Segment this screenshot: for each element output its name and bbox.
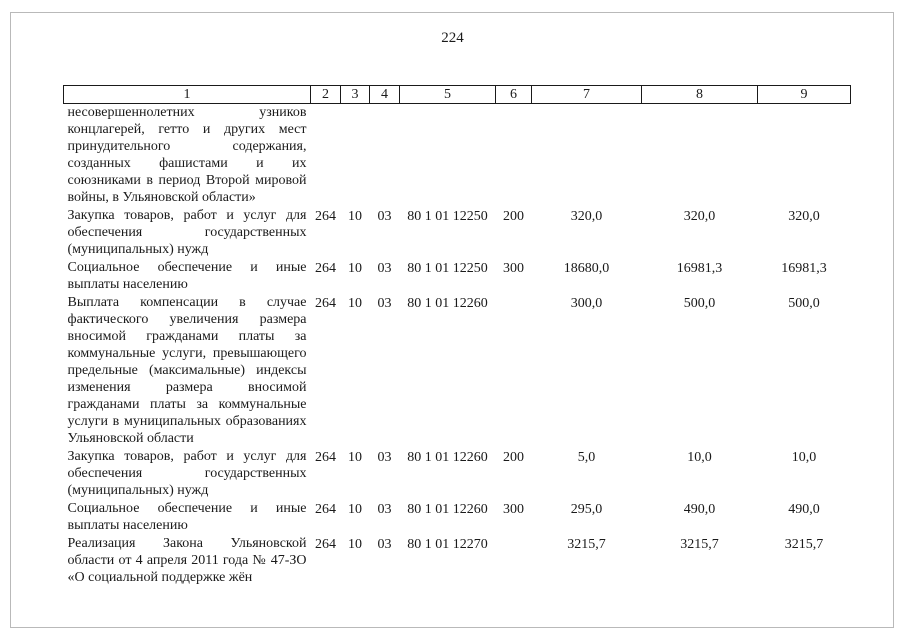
amount-col9: 320,0: [788, 209, 820, 224]
expense-type: [496, 104, 532, 208]
section-code: [341, 104, 370, 208]
amount-col7: 295,0: [570, 502, 603, 517]
section-code: 10: [348, 261, 362, 276]
section-code: 10: [348, 450, 362, 465]
target-code: [400, 104, 496, 208]
expense-type: [496, 294, 532, 448]
row-name: Выплата компенсации в случае фактического увеличения размера вносимой гражданами платы за коммунальные услуги, превышающего предельные (максимальные) индексы изменения размера вносимой гражданами платы за коммунальные услуги в муниципальных образованиях Ульяновской области: [67, 295, 307, 446]
ministry-code: 264: [315, 450, 336, 465]
expense-type: 200: [503, 450, 524, 465]
amount-col9: [758, 104, 851, 208]
target-code: 80 1 01 12270: [407, 537, 488, 552]
row-name: Реализация Закона Ульяновской области от 4 апреля 2011 года № 47-ЗО «О социальной поддержке жён: [67, 536, 307, 585]
amount-col8: 3215,7: [680, 537, 719, 552]
table-header-row: [64, 86, 851, 104]
amount-col8: 500,0: [683, 296, 716, 311]
header-cell: 1: [64, 86, 311, 104]
expense-type: 300: [503, 502, 524, 517]
amount-col8: 10,0: [687, 450, 712, 465]
subsection-code: 03: [377, 261, 392, 276]
table-row: [64, 259, 851, 294]
header-cell: 2: [311, 86, 341, 104]
amount-col9: 500,0: [788, 296, 820, 311]
section-code: 10: [348, 537, 362, 552]
section-code: 10: [348, 502, 362, 517]
row-name: Закупка товаров, работ и услуг для обеспечения государственных (муниципальных) нужд: [67, 449, 307, 498]
header-cell: 9: [758, 86, 851, 104]
ministry-code: 264: [315, 209, 336, 224]
ministry-code: 264: [315, 537, 336, 552]
amount-col7: 320,0: [570, 209, 603, 224]
target-code: 80 1 01 12260: [407, 296, 488, 311]
amount-col7: 3215,7: [567, 537, 606, 552]
subsection-code: 03: [377, 209, 392, 224]
table-row: [64, 294, 851, 448]
expense-type: 200: [503, 209, 524, 224]
table-row: [64, 535, 851, 587]
ministry-code: [311, 104, 341, 208]
header-cell: 3: [341, 86, 370, 104]
table-row: [64, 207, 851, 259]
target-code: 80 1 01 12250: [407, 261, 488, 276]
subsection-code: 03: [377, 450, 392, 465]
amount-col9: 3215,7: [784, 537, 824, 552]
header-cell: 5: [400, 86, 496, 104]
header-cell: 6: [496, 86, 532, 104]
expense-type: [496, 535, 532, 587]
section-code: 10: [348, 296, 362, 311]
header-cell: 4: [370, 86, 400, 104]
subsection-code: 03: [377, 502, 392, 517]
amount-col8: 320,0: [683, 209, 716, 224]
table-row: [64, 104, 851, 208]
ministry-code: 264: [315, 261, 336, 276]
row-name: Социальное обеспечение и иные выплаты населению: [67, 260, 307, 292]
subsection-code: 03: [377, 296, 392, 311]
page-number: 224: [441, 30, 464, 46]
amount-col8: 16981,3: [676, 261, 723, 276]
table-row: [64, 500, 851, 535]
target-code: 80 1 01 12260: [407, 450, 488, 465]
row-name: Социальное обеспечение и иные выплаты населению: [67, 501, 307, 533]
amount-col9: 490,0: [788, 502, 820, 517]
amount-col7: [532, 104, 642, 208]
amount-col9: 10,0: [791, 450, 817, 465]
row-name: несовершеннолетних узников концлагерей, гетто и других мест принудительного содержания, созданных фашистами и их союзниками в период Второй мировой войны, в Ульяновской области»: [67, 105, 307, 205]
budget-table: [63, 85, 851, 587]
header-cell: 7: [532, 86, 642, 104]
amount-col7: 18680,0: [563, 261, 610, 276]
amount-col7: 5,0: [577, 450, 596, 465]
target-code: 80 1 01 12260: [407, 502, 488, 517]
header-cell: 8: [642, 86, 758, 104]
amount-col9: 16981,3: [781, 261, 827, 276]
table-row: [64, 448, 851, 500]
section-code: 10: [348, 209, 362, 224]
amount-col7: 300,0: [570, 296, 603, 311]
amount-col8: [642, 104, 758, 208]
amount-col8: 490,0: [683, 502, 716, 517]
subsection-code: 03: [377, 537, 392, 552]
ministry-code: 264: [315, 296, 336, 311]
row-name: Закупка товаров, работ и услуг для обеспечения государственных (муниципальных) нужд: [67, 208, 307, 257]
expense-type: 300: [503, 261, 524, 276]
target-code: 80 1 01 12250: [407, 209, 488, 224]
ministry-code: 264: [315, 502, 336, 517]
subsection-code: [370, 104, 400, 208]
